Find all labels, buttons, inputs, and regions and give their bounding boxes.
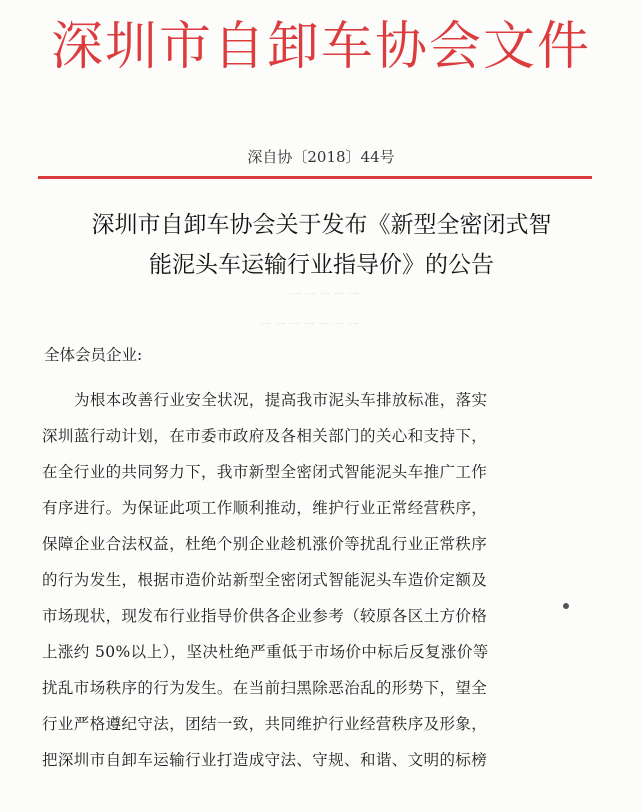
body-line: 把深圳市自卸车运输行业打造成守法、守规、和谐、文明的标榜 bbox=[42, 751, 488, 769]
document-number: 深自协〔2018〕44号 bbox=[247, 148, 395, 166]
notice-title-line-2: 能泥头车运输行业指导价》的公告 bbox=[149, 252, 494, 278]
bleed-through-text: 一 一 一 一 一 一 一 bbox=[260, 318, 358, 331]
body-line: 市场现状，现发布行业指导价供各企业参考（较原各区土方价格 bbox=[42, 607, 488, 625]
body-paragraph bbox=[42, 382, 604, 778]
body-line: 有序进行。为保证此项工作顺利推动，维护行业正常经营秩序， bbox=[42, 499, 488, 517]
body-line: 扰乱市场秩序的行为发生。在当前扫黑除恶治乱的形势下，望全 bbox=[42, 679, 488, 697]
body-line: 上涨约 50%以上），坚决杜绝严重低于市场价中标后反复涨价等 bbox=[42, 643, 489, 661]
notice-title bbox=[34, 205, 609, 285]
body-line: 在全行业的共同努力下，我市新型全密闭式智能泥头车推广工作 bbox=[42, 463, 488, 481]
body-line: 深圳蓝行动计划，在市委市政府及各相关部门的关心和支持下， bbox=[42, 427, 488, 445]
notice-title-line-1: 深圳市自卸车协会关于发布《新型全密闭式智 bbox=[91, 212, 552, 238]
ink-dot bbox=[563, 603, 569, 609]
header-red-divider bbox=[38, 176, 592, 179]
document-header-title: 深圳市自卸车协会文件 bbox=[50, 17, 591, 77]
body-line: 行业严格遵纪守法，团结一致，共同维护行业经营秩序及形象， bbox=[42, 715, 488, 733]
body-line: 为根本改善行业安全状况，提高我市泥头车排放标准，落实 bbox=[74, 391, 488, 409]
salutation: 全体会员企业: bbox=[44, 346, 143, 364]
body-line: 的行为发生，根据市造价站新型全密闭式智能泥头车造价定额及 bbox=[42, 571, 488, 589]
body-line: 保障企业合法权益，杜绝个别企业趁机涨价等扰乱行业正常秩序 bbox=[42, 535, 488, 553]
bleed-through-text: 一 一 一 一 一 bbox=[290, 288, 359, 301]
